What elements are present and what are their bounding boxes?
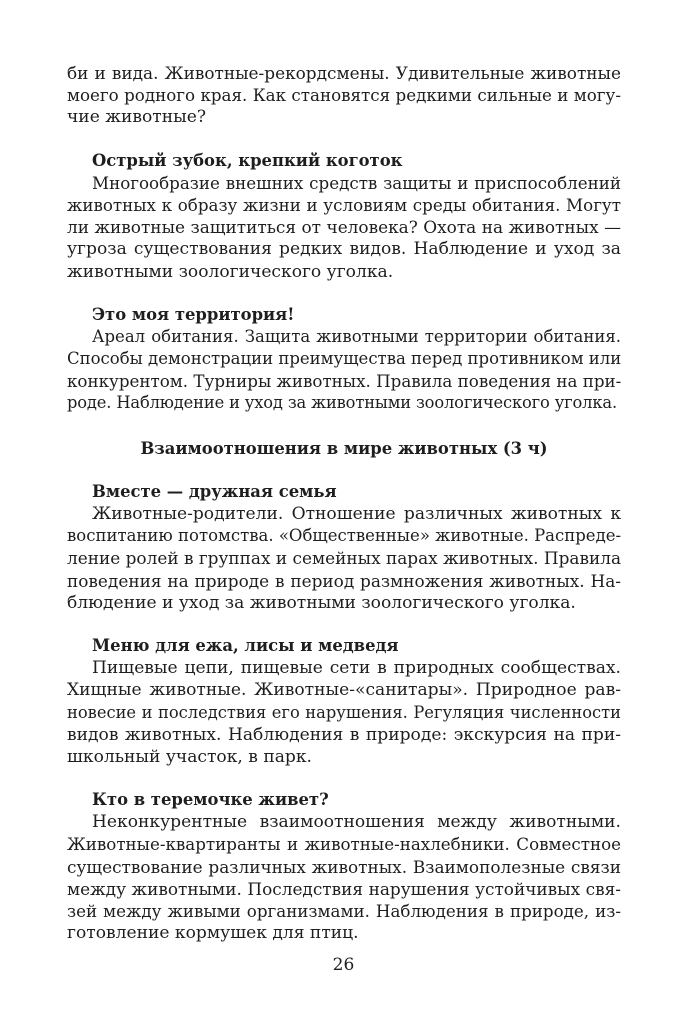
topic-heading: Вместе — дружная семья [92,481,337,501]
text-line: Животные-квартиранты и животные-нахлебники. Совместное [67,834,621,855]
text-line: Многообразие внешних средств защиты и приспособлений [92,172,621,193]
text-line: чие животные? [67,107,207,128]
text-line: животными зоологического уголка. [67,261,394,282]
text-line: Пищевые цепи, пищевые сети в природных сообществах. [92,658,621,679]
page-number: 26 [332,955,355,975]
intro-paragraph [67,62,621,129]
text-line: угроза существования редких видов. Наблюдение и уход за [67,239,621,260]
text-line: би и вида. Животные-рекордсмены. Удивительные животные [67,63,621,83]
topic-heading: Острый зубок, крепкий коготок [92,150,403,170]
text-line: Неконкурентные взаимоотношения между животными. [92,812,621,833]
text-line: Животные-родители. Отношение различных животных к [92,504,621,524]
topic-block [67,150,621,283]
page-body [67,62,621,944]
text-line: Ареал обитания. Защита животными территории обитания. [92,326,621,346]
topic-block [67,481,621,614]
text-line: зей между живыми организмами. Наблюдения в природе, из- [67,901,621,921]
text-line: Способы демонстрации преимущества перед противником или [67,349,622,369]
text-line: между животными. Последствия нарушения устойчивых свя- [67,878,621,899]
topic-block [67,635,621,768]
text-line: существование различных животных. Взаимополезные связи [67,856,621,877]
text-line: ление ролей в группах и семейных парах животных. Правила [67,548,622,569]
text-line: новесие и последствия его нарушения. Регуляция численности [67,702,621,722]
topic-heading: Кто в теремочке живет? [92,790,329,810]
topic-block [67,789,621,944]
topic-block [67,304,621,415]
text-line: видов животных. Наблюдения в природе: экскурсия на при- [67,724,621,745]
text-line: ли животные защититься от человека? Охота на животных — [67,217,621,238]
section-heading: Взаимоотношения в мире животных (3 ч) [140,438,548,458]
topic-heading: Это моя территория! [92,304,295,324]
text-line: воспитанию потомства. «Общественные» животные. Распреде- [67,526,622,546]
topic-heading: Меню для ежа, лисы и медведя [92,635,399,655]
text-line: школьный участок, в парк. [67,746,312,767]
text-line: моего родного края. Как становятся редкими сильные и могу- [67,85,621,106]
text-line: готовление кормушек для птиц. [67,923,359,944]
text-line: конкурентом. Турниры животных. Правила поведения на при- [67,371,622,392]
text-line: роде. Наблюдение и уход за животными зоологического уголка. [67,393,617,413]
text-line: блюдение и уход за животными зоологического уголка. [67,592,576,613]
text-line: животных к образу жизни и условиям среды обитания. Могут [67,194,621,215]
text-line: Хищные животные. Животные-«санитары». Природное рав- [67,680,621,701]
text-line: поведения на природе в период размножения животных. На- [67,570,621,591]
